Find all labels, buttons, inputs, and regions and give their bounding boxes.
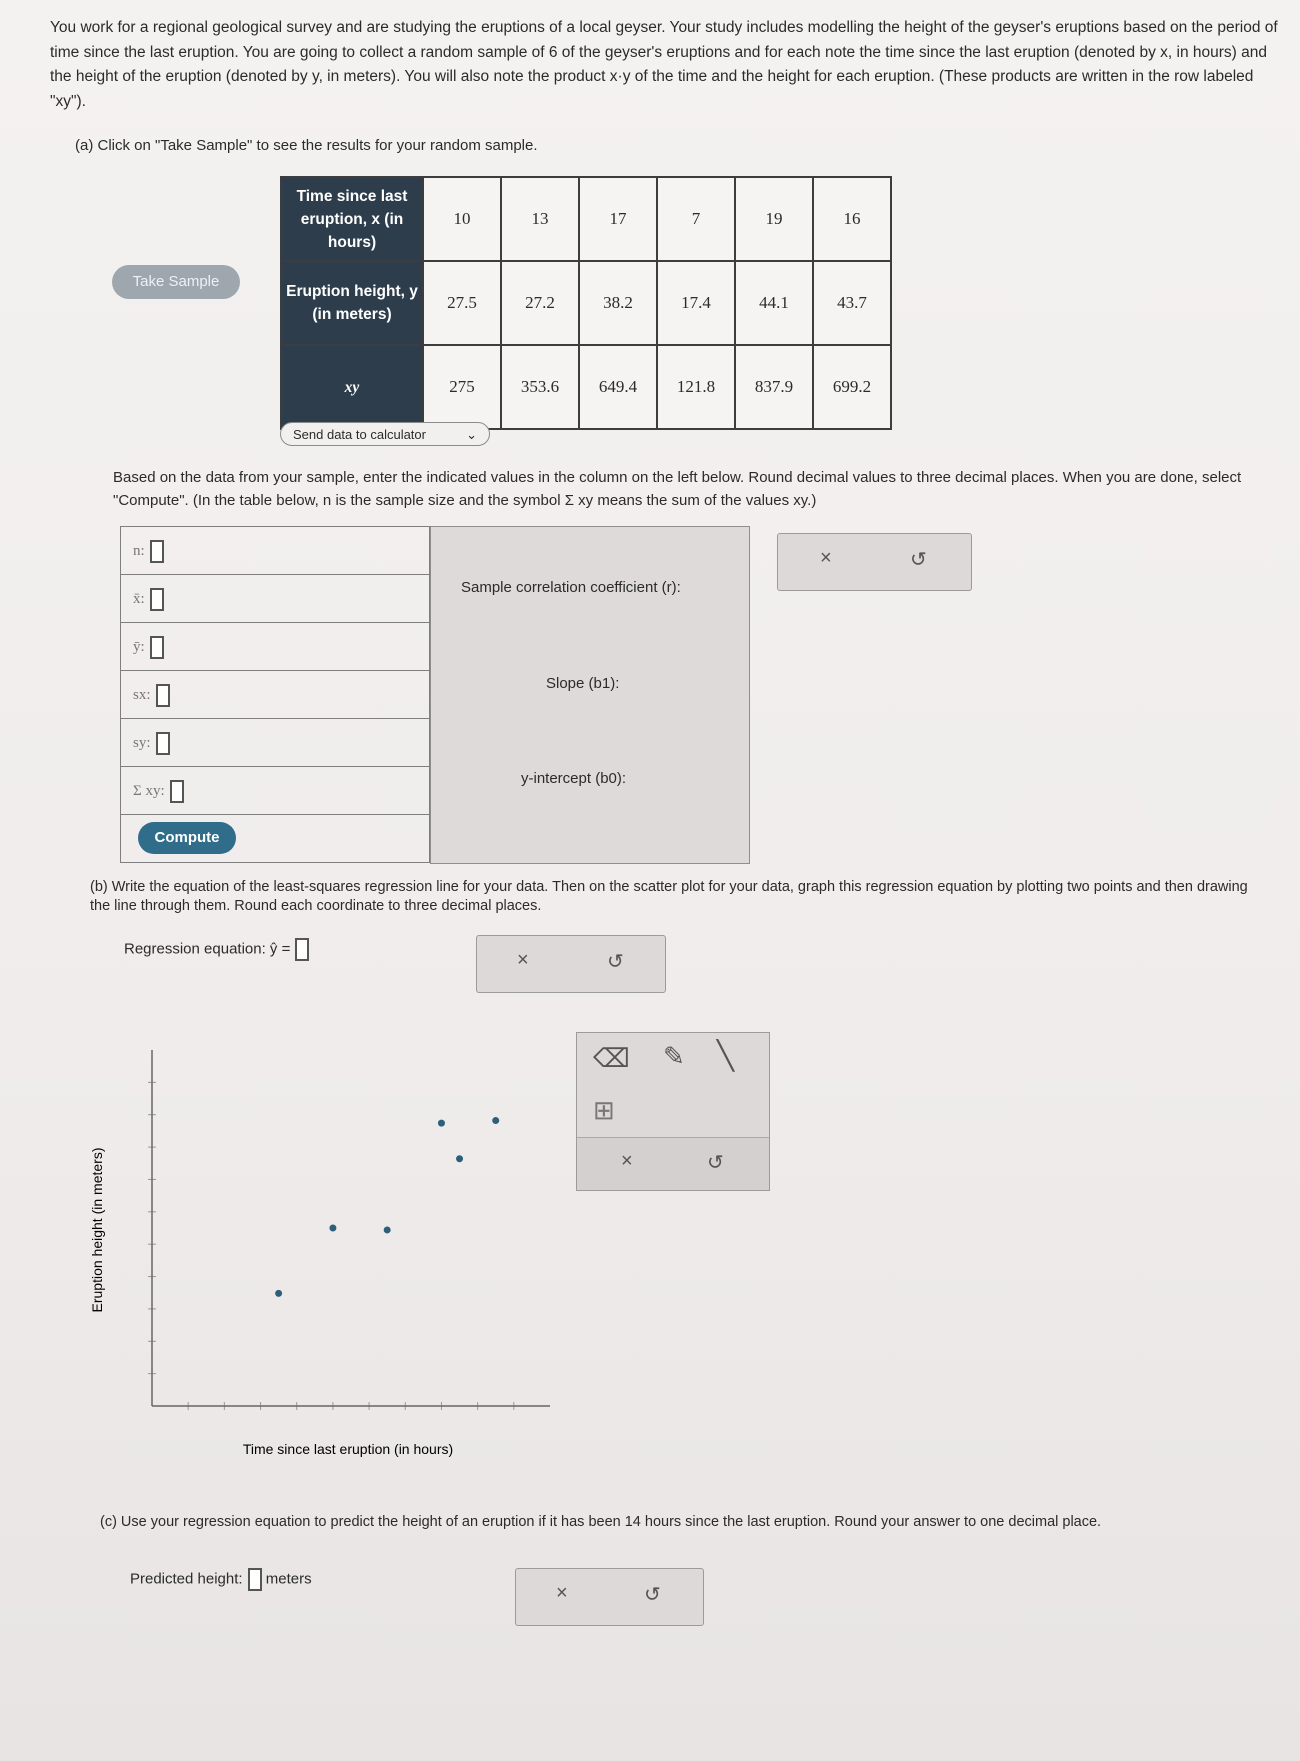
x-mean-input[interactable] bbox=[150, 588, 164, 611]
clear-icon[interactable]: × bbox=[621, 1150, 633, 1172]
eraser-icon[interactable]: ⌫ bbox=[593, 1043, 630, 1073]
regression-input[interactable] bbox=[295, 938, 309, 961]
sum-xy-input[interactable] bbox=[170, 780, 184, 803]
grid-table-icon[interactable]: ⊞ bbox=[593, 1095, 615, 1125]
y-value: 38.2 bbox=[579, 261, 657, 345]
chevron-down-icon: ⌄ bbox=[466, 427, 477, 442]
send-data-button[interactable] bbox=[280, 422, 490, 446]
intercept-label: y-intercept (b0): bbox=[521, 770, 627, 787]
instructions-text: Based on the data from your sample, enter the indicated values in the column on the left below. Round decimal values to three decimal places. When you are done, select "Compute". (In the table below, n is the sample size and the symbol Σ xy means the sum of the values xy.) bbox=[113, 469, 1242, 509]
regression-label: Regression equation: ŷ = bbox=[124, 940, 291, 958]
sx-label: sx: bbox=[133, 686, 151, 703]
x-row-header: Time since last eruption, x (in hours) bbox=[281, 177, 423, 261]
xy-row-header: xy bbox=[281, 345, 423, 429]
predicted-height-label: Predicted height: bbox=[130, 1570, 243, 1588]
axis-ticks bbox=[148, 1082, 514, 1410]
data-point bbox=[384, 1226, 391, 1233]
scatter-plot[interactable] bbox=[80, 1020, 560, 1460]
compute-button[interactable]: Compute bbox=[138, 822, 236, 854]
x-mean-label: x̄: bbox=[133, 590, 145, 607]
palette-action-bar bbox=[577, 1137, 769, 1190]
y-value: 17.4 bbox=[657, 261, 735, 345]
xy-value: 353.6 bbox=[501, 345, 579, 429]
data-point bbox=[438, 1120, 445, 1127]
n-input[interactable] bbox=[150, 540, 164, 563]
pencil-icon[interactable]: ✎ bbox=[663, 1041, 685, 1071]
prediction-row bbox=[130, 1568, 312, 1591]
x-axis-label: Time since last eruption (in hours) bbox=[242, 1441, 454, 1457]
clear-icon[interactable]: × bbox=[517, 949, 529, 971]
y-mean-input[interactable] bbox=[150, 636, 164, 659]
intro-text: You work for a regional geological survey and are studying the eruptions of a local geyser. Your study includes modelling the height of the geyser's eruptions based on the period of time since the last eruption. You are going to collect a random sample of 6 of the geyser's eruptions and for each note the time since the last eruption (denoted by x, in hours) and the height of the eruption (denoted by y, in meters). You will also note the product x·y of the time and the height for each eruption. (These products are written in the row labeled "xy"). bbox=[50, 19, 1278, 110]
correlation-label: Sample correlation coefficient (r): bbox=[461, 579, 681, 596]
part-a-action-bar bbox=[777, 533, 972, 591]
y-value: 27.5 bbox=[423, 261, 501, 345]
x-value: 17 bbox=[579, 177, 657, 261]
y-value: 27.2 bbox=[501, 261, 579, 345]
predicted-height-input[interactable] bbox=[248, 1568, 262, 1591]
x-value: 16 bbox=[813, 177, 891, 261]
sum-xy-label: Σ xy: bbox=[133, 782, 165, 799]
y-mean-label: ȳ: bbox=[133, 638, 145, 655]
sx-input[interactable] bbox=[156, 684, 170, 707]
xy-value: 275 bbox=[423, 345, 501, 429]
take-sample-button[interactable]: Take Sample bbox=[112, 265, 240, 299]
data-point bbox=[329, 1225, 336, 1232]
x-value: 10 bbox=[423, 177, 501, 261]
slope-label: Slope (b1): bbox=[546, 675, 620, 692]
x-value: 19 bbox=[735, 177, 813, 261]
undo-icon[interactable]: ↺ bbox=[910, 549, 927, 571]
sy-label: sy: bbox=[133, 734, 151, 751]
undo-icon[interactable]: ↺ bbox=[707, 1152, 724, 1174]
data-point bbox=[456, 1155, 463, 1162]
part-c-instruction: (c) Use your regression equation to predict the height of an eruption if it has been 14 hours since the last eruption. Round your answer to one decimal place. bbox=[100, 1514, 1102, 1530]
clear-icon[interactable]: × bbox=[556, 1582, 568, 1604]
xy-value: 837.9 bbox=[735, 345, 813, 429]
undo-icon[interactable]: ↺ bbox=[644, 1584, 661, 1606]
n-label: n: bbox=[133, 542, 145, 559]
sample-table bbox=[280, 176, 892, 430]
y-axis-label: Eruption height (in meters) bbox=[89, 1147, 105, 1313]
xy-value: 649.4 bbox=[579, 345, 657, 429]
part-a-instruction: (a) Click on "Take Sample" to see the results for your random sample. bbox=[75, 137, 538, 154]
part-c-action-bar bbox=[515, 1568, 704, 1626]
input-table bbox=[120, 526, 430, 863]
graph-tool-palette bbox=[576, 1032, 770, 1191]
regression-row bbox=[124, 938, 309, 961]
part-b-action-bar bbox=[476, 935, 666, 993]
y-row-header: Eruption height, y (in meters) bbox=[281, 261, 423, 345]
x-value: 7 bbox=[657, 177, 735, 261]
data-point bbox=[275, 1290, 282, 1297]
units-label: meters bbox=[265, 1570, 312, 1588]
xy-value: 699.2 bbox=[813, 345, 891, 429]
clear-icon[interactable]: × bbox=[820, 547, 832, 569]
undo-icon[interactable]: ↺ bbox=[607, 951, 624, 973]
sy-input[interactable] bbox=[156, 732, 170, 755]
part-b-instruction: (b) Write the equation of the least-squares regression line for your data. Then on the scatter plot for your data, graph this regression equation by plotting two points and then drawing the line through them. Round each coordinate to three decimal places. bbox=[90, 879, 1248, 914]
x-value: 13 bbox=[501, 177, 579, 261]
line-tool-icon[interactable]: ╲ bbox=[717, 1040, 734, 1071]
xy-value: 121.8 bbox=[657, 345, 735, 429]
results-panel bbox=[430, 526, 750, 864]
y-value: 44.1 bbox=[735, 261, 813, 345]
y-value: 43.7 bbox=[813, 261, 891, 345]
send-data-label: Send data to calculator bbox=[293, 427, 426, 442]
data-point bbox=[492, 1117, 499, 1124]
